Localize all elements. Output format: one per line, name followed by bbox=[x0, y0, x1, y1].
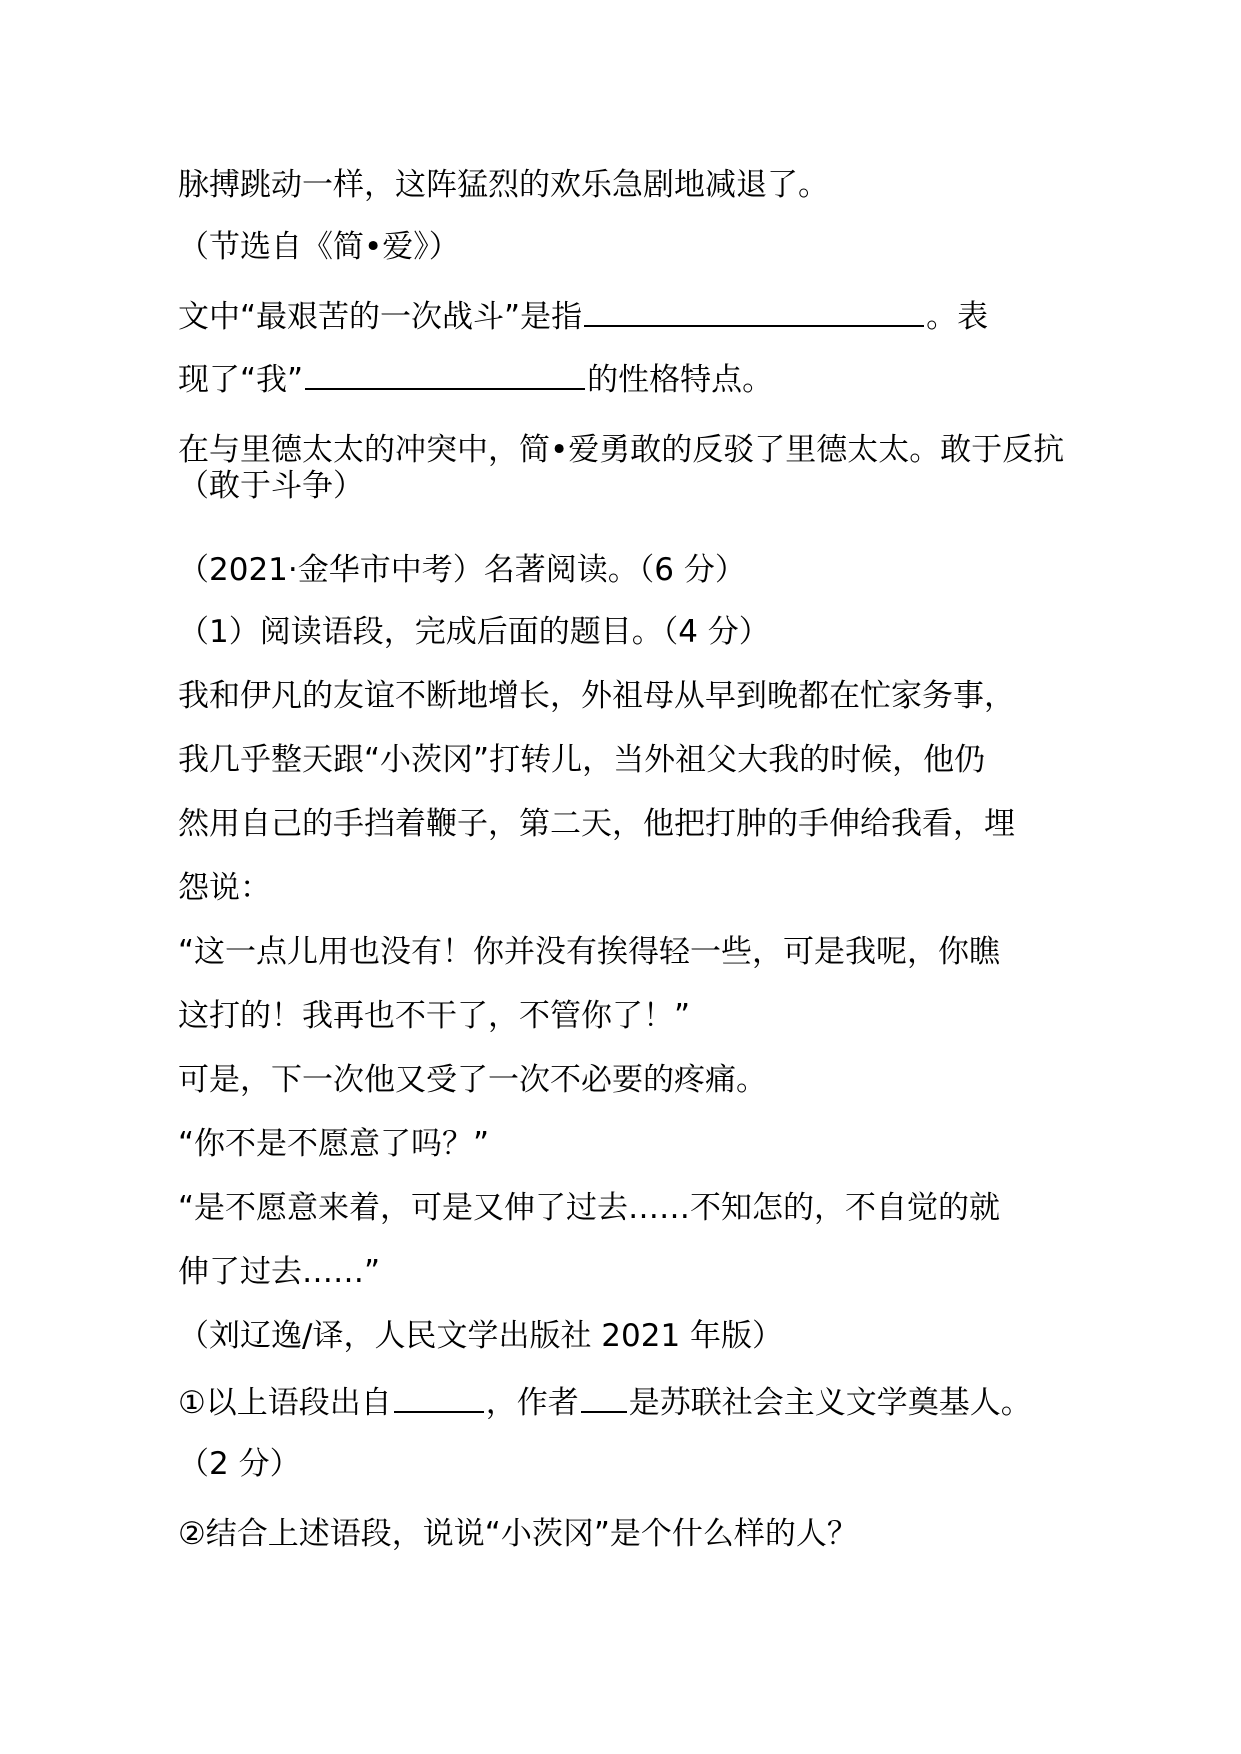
question-line bbox=[178, 358, 773, 399]
answer-blank[interactable] bbox=[584, 295, 924, 327]
question-text: 现了“我” bbox=[178, 362, 304, 398]
question-line bbox=[178, 1381, 1032, 1422]
question-text: 是苏联社会主义文学奠基人。 bbox=[628, 1385, 1032, 1421]
question-line: ②结合上述语段，说说“小茨冈”是个什么样的人？ bbox=[178, 1516, 858, 1552]
passage-source: （刘辽逸/译，人民文学出版社 2021 年版） bbox=[178, 1318, 784, 1354]
answer-blank[interactable] bbox=[305, 358, 585, 390]
answer-blank[interactable] bbox=[394, 1381, 484, 1413]
passage-line: 我几乎整天跟“小茨冈”打转儿，当外祖父大我的时候，他仍 bbox=[178, 742, 986, 778]
question-text: ①以上语段出自 bbox=[178, 1385, 392, 1421]
passage-line: 这打的！我再也不干了，不管你了！” bbox=[178, 998, 691, 1034]
answer-text: 在与里德太太的冲突中，简•爱勇敢的反驳了里德太太。敢于反抗（敢于斗争） bbox=[178, 432, 1065, 504]
subquestion-header: （1）阅读语段，完成后面的题目。（4 分） bbox=[178, 614, 770, 650]
question-text: 。表 bbox=[926, 299, 989, 335]
passage-line: “你不是不愿意了吗？” bbox=[178, 1126, 490, 1162]
question-text: 文中“最艰苦的一次战斗”是指 bbox=[178, 299, 583, 335]
question-header: （2021·金华市中考）名著阅读。（6 分） bbox=[178, 552, 746, 588]
answer-blank[interactable] bbox=[581, 1381, 627, 1413]
question-score: （2 分） bbox=[178, 1446, 301, 1482]
passage-line: 然用自己的手挡着鞭子，第二天，他把打肿的手伸给我看，埋 bbox=[178, 806, 1015, 842]
question-line bbox=[178, 295, 988, 336]
passage-line: 伸了过去……” bbox=[178, 1254, 381, 1290]
passage-line: 脉搏跳动一样，这阵猛烈的欢乐急剧地减退了。 bbox=[178, 167, 829, 203]
passage-line: “这一点儿用也没有！你并没有挨得轻一些，可是我呢，你瞧 bbox=[178, 934, 1001, 970]
passage-line: 可是，下一次他又受了一次不必要的疼痛。 bbox=[178, 1062, 767, 1098]
passage-line: 我和伊凡的友谊不断地增长，外祖母从早到晚都在忙家务事， bbox=[178, 678, 1015, 714]
question-text: ，作者 bbox=[485, 1385, 579, 1421]
passage-line: 怨说： bbox=[178, 870, 271, 906]
passage-source: （节选自《简•爱》） bbox=[178, 229, 460, 265]
passage-line: “是不愿意来着，可是又伸了过去……不知怎的，不自觉的就 bbox=[178, 1190, 1001, 1226]
question-text: 的性格特点。 bbox=[587, 362, 774, 398]
